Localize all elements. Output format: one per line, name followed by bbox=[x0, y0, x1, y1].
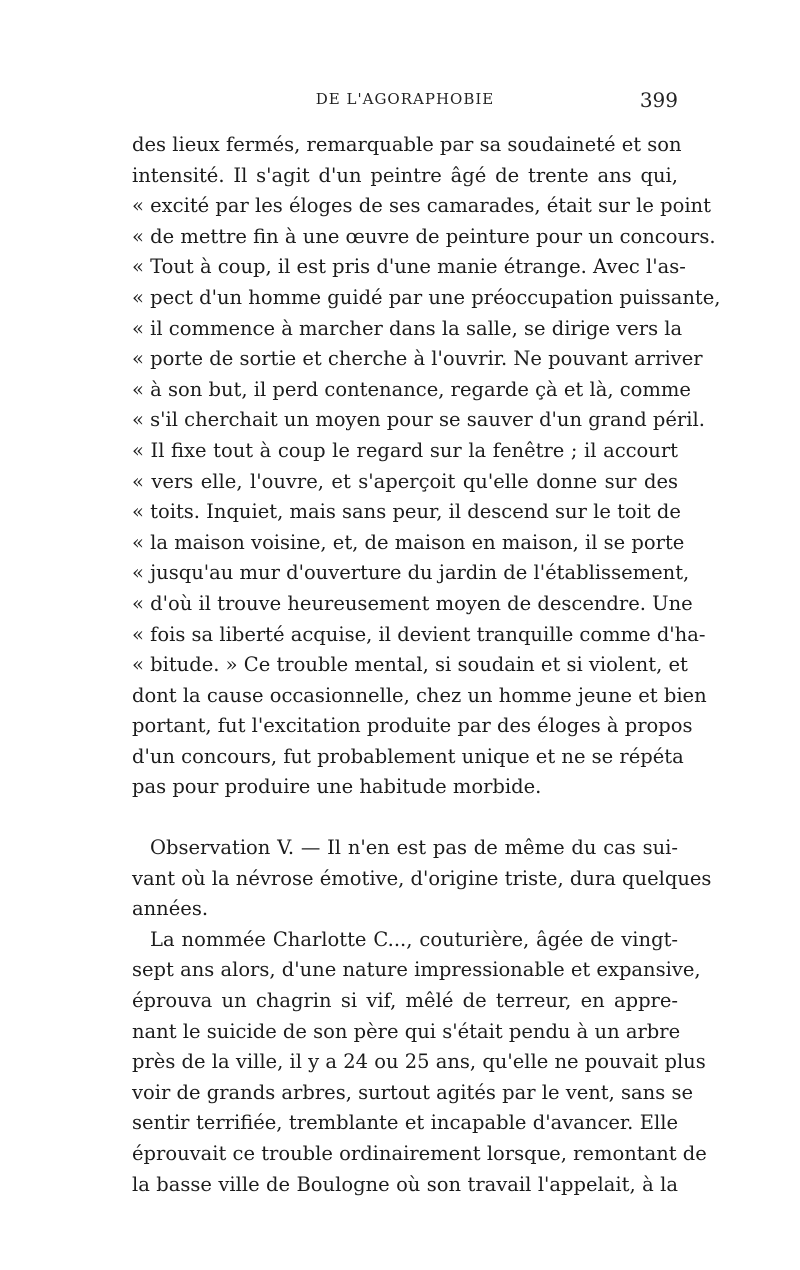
text-line: nant le suicide de son père qui s'était pendu à un arbre bbox=[132, 1019, 681, 1043]
text-line: années. bbox=[132, 897, 209, 921]
text-line: pas pour produire une habitude morbide. bbox=[132, 775, 542, 799]
text-line: la basse ville de Boulogne où son travail l'appelait, à la bbox=[132, 1172, 678, 1196]
paragraph-observation bbox=[132, 833, 712, 925]
text-line: éprouva un chagrin si vif, mêlé de terreur, en appre- bbox=[132, 989, 678, 1013]
paragraph-quote bbox=[132, 130, 721, 803]
text-line: sentir terrifiée, tremblante et incapable d'avancer. Elle bbox=[132, 1111, 678, 1135]
paragraph-gap bbox=[132, 803, 678, 833]
text-line: « porte de sortie et cherche à l'ouvrir. Ne pouvant arriver bbox=[132, 347, 703, 371]
text-line: « pect d'un homme guidé par une préoccupation puissante, bbox=[132, 285, 721, 309]
text-line: « excité par les éloges de ses camarades, était sur le point bbox=[132, 194, 711, 218]
text-line: « s'il cherchait un moyen pour se sauver d'un grand péril. bbox=[132, 408, 705, 432]
text-line: « la maison voisine, et, de maison en maison, il se porte bbox=[132, 530, 685, 554]
text-line: « il commence à marcher dans la salle, se dirige vers la bbox=[132, 316, 683, 340]
text-line: « fois sa liberté acquise, il devient tranquille comme d'ha- bbox=[132, 622, 706, 646]
text-line: voir de grands arbres, surtout agités par le vent, sans se bbox=[132, 1080, 693, 1104]
text-line: « de mettre fin à une œuvre de peinture pour un concours. bbox=[132, 224, 716, 248]
text-line: des lieux fermés, remarquable par sa soudaineté et son bbox=[132, 133, 682, 156]
text-line: « Tout à coup, il est pris d'une manie étrange. Avec l'as- bbox=[132, 255, 686, 279]
running-title: DE L'AGORAPHOBIE bbox=[315, 90, 495, 108]
text-line: « à son but, il perd contenance, regarde çà et là, comme bbox=[132, 377, 691, 401]
text-line: intensité. Il s'agit d'un peintre âgé de trente ans qui, bbox=[132, 163, 678, 187]
text-line: « toits. Inquiet, mais sans peur, il descend sur le toit de bbox=[132, 500, 681, 524]
text-line: « d'où il trouve heureusement moyen de descendre. Une bbox=[132, 591, 693, 615]
text-line: « vers elle, l'ouvre, et s'aperçoit qu'elle donne sur des bbox=[132, 469, 678, 493]
text-line: vant où la névrose émotive, d'origine triste, dura quelques bbox=[132, 866, 712, 890]
text-line: « jusqu'au mur d'ouverture du jardin de l'établissement, bbox=[132, 561, 690, 585]
text-line: éprouvait ce trouble ordinairement lorsque, remontant de bbox=[132, 1142, 707, 1165]
text-line: « Il fixe tout à coup le regard sur la fenêtre ; il accourt bbox=[132, 438, 678, 462]
text-line: dont la cause occasionnelle, chez un homme jeune et bien bbox=[132, 683, 707, 707]
text-line: La nommée Charlotte C..., couturière, âgée de vingt- bbox=[150, 927, 678, 951]
text-line: « bitude. » Ce trouble mental, si soudain et si violent, et bbox=[132, 653, 688, 677]
running-head bbox=[132, 90, 678, 118]
text-line: près de la ville, il y a 24 ou 25 ans, qu'elle ne pouvait plus bbox=[132, 1050, 706, 1074]
page-number: 399 bbox=[639, 88, 678, 112]
paragraph-case bbox=[132, 925, 707, 1200]
text-line: portant, fut l'excitation produite par des éloges à propos bbox=[132, 714, 693, 738]
observation-heading-line: Observation V. — Il n'en est pas de même du cas sui- bbox=[150, 836, 678, 860]
text-line: d'un concours, fut probablement unique et ne se répéta bbox=[132, 744, 684, 768]
text-line: sept ans alors, d'une nature impressionable et expansive, bbox=[132, 958, 701, 982]
body-text bbox=[132, 130, 721, 1200]
